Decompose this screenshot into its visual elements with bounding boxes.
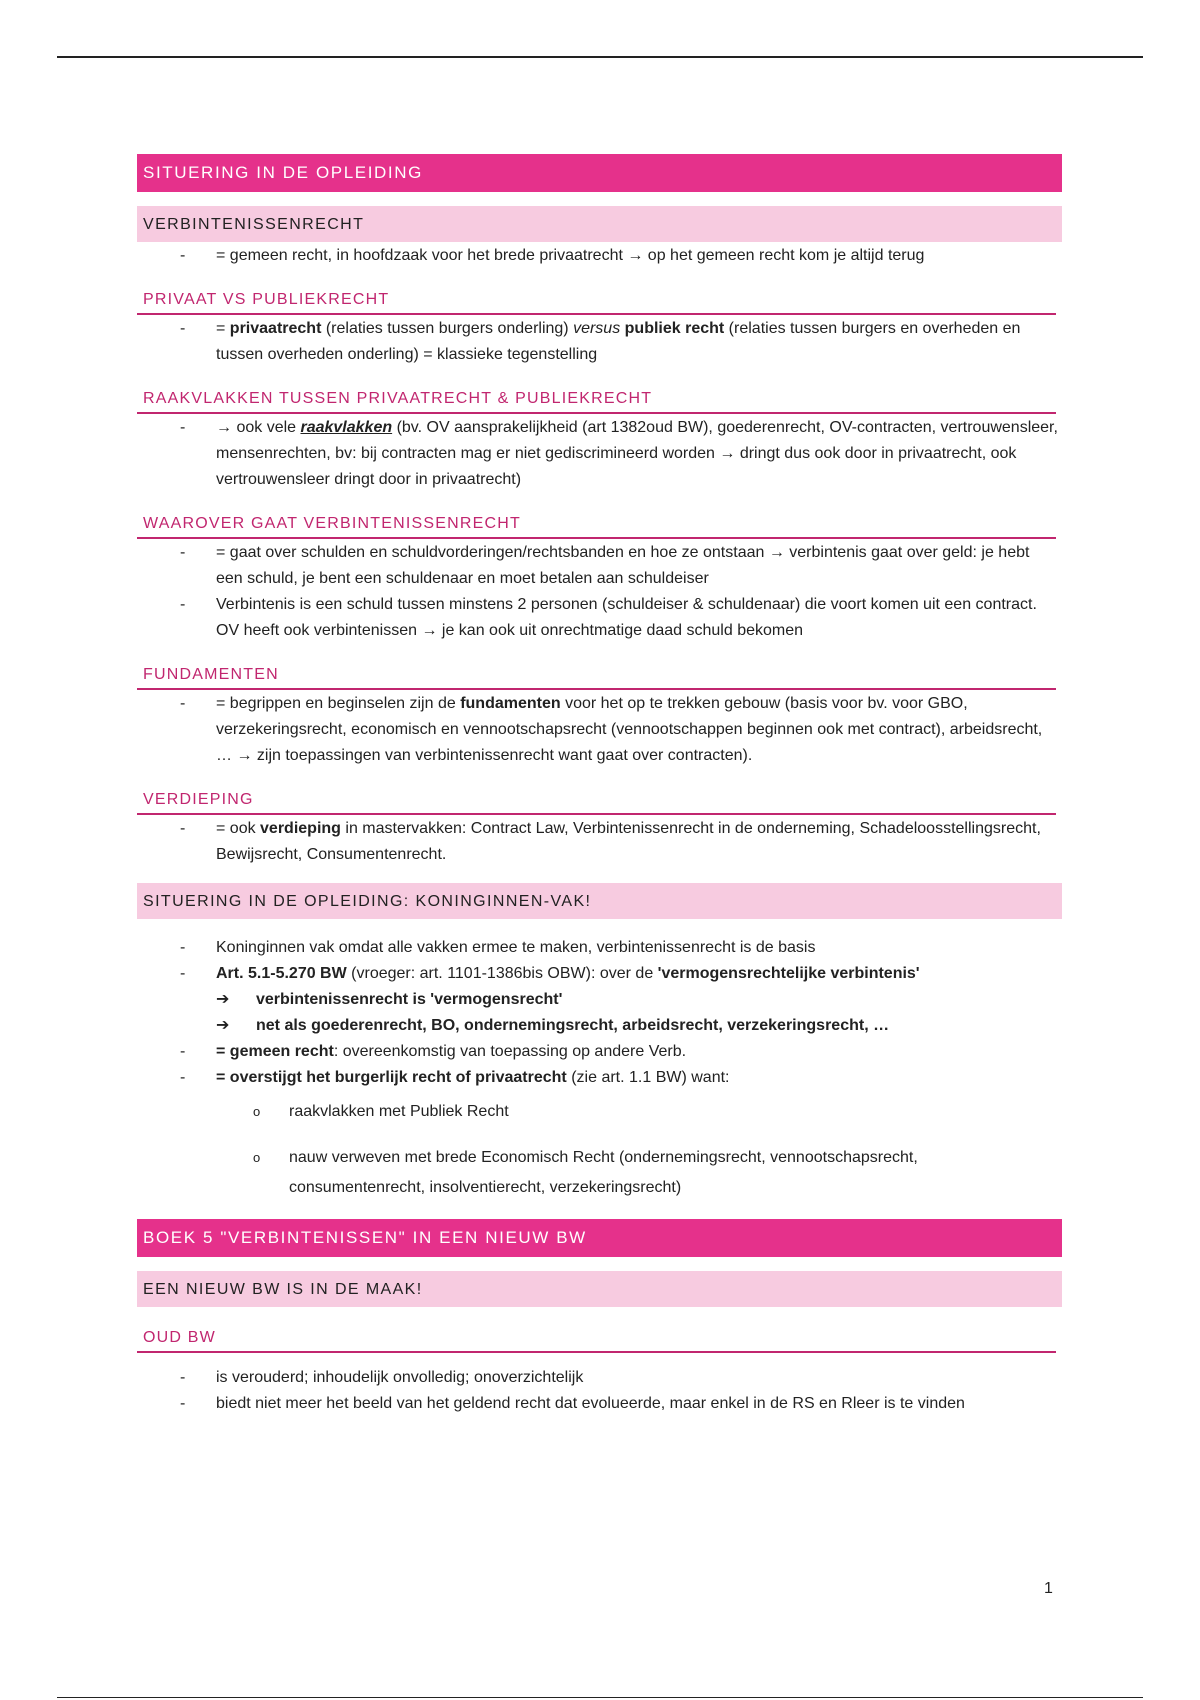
list-item: - = begrippen en beginselen zijn de fundamenten voor het op te trekken gebouw (basis voor bv. voor GBO, verzekeringsrecht, economisch en vennootschapsrecht (vennootschappen beginnen ook met contract), arbeidsrecht, … → zijn toepassingen van verbintenissenrecht want gaat over contracten). — [137, 691, 1062, 769]
heading-verbintenissenrecht: VERBINTENISSENRECHT — [137, 206, 1062, 242]
list-item: - = privaatrecht (relaties tussen burgers onderling) versus publiek recht (relaties tussen burgers en overheden en tussen overheden onderling) = klassieke tegenstelling — [137, 316, 1062, 368]
heading-nieuw-bw: EEN NIEUW BW IS IN DE MAAK! — [137, 1271, 1062, 1307]
arrow-item: ➔ net als goederenrecht, BO, ondernemingsrecht, arbeidsrecht, verzekeringsrecht, … — [137, 1013, 1062, 1039]
list-item: - → ook vele raakvlakken (bv. OV aansprakelijkheid (art 1382oud BW), goederenrecht, OV-contracten, vertrouwensleer, mensenrechten, bv: bij contracten mag er niet gediscrimineerd worden → dringt dus ook door in privaatrecht, ook vertrouwensleer dringt door in privaatrecht) — [137, 415, 1062, 493]
list-item: - Verbintenis is een schuld tussen minstens 2 personen (schuldeiser & schuldenaar) die voort komen uit een contract. OV heeft ook verbintenissen → je kan ook uit onrechtmatige daad schuld bekomen — [137, 592, 1062, 644]
heading-waarover: WAAROVER GAAT VERBINTENISSENRECHT — [137, 513, 1056, 539]
heading-koninginnen-vak: SITUERING IN DE OPLEIDING: KONINGINNEN-VAK! — [137, 883, 1062, 919]
list-item: - Art. 5.1-5.270 BW (vroeger: art. 1101-1386bis OBW): over de 'vermogensrechtelijke verbintenis' — [137, 961, 1062, 987]
list-koninginnen — [137, 935, 1062, 1091]
heading-raakvlakken: RAAKVLAKKEN TUSSEN PRIVAATRECHT & PUBLIEKRECHT — [137, 388, 1056, 414]
list-item: - biedt niet meer het beeld van het geldend recht dat evolueerde, maar enkel in de RS en Rleer is te vinden — [137, 1391, 1062, 1417]
heading-boek5: BOEK 5 "VERBINTENISSEN" IN EEN NIEUW BW — [137, 1219, 1062, 1257]
list-fundamenten — [137, 691, 1062, 769]
list-item: - = ook verdieping in mastervakken: Contract Law, Verbintenissenrecht in de onderneming, Schadeloosstellingsrecht, Bewijsrecht, Consumentenrecht. — [137, 816, 1062, 868]
heading-oud-bw: OUD BW — [137, 1327, 1056, 1353]
list-item: - = gaat over schulden en schuldvorderingen/rechtsbanden en hoe ze ontstaan → verbintenis gaat over geld: je hebt een schuld, je bent een schuldenaar en moet betalen aan schuldeiser — [137, 540, 1062, 592]
sub-list-item: o raakvlakken met Publiek Recht — [137, 1097, 1062, 1127]
header-rule — [57, 56, 1143, 58]
list-verbintenissenrecht — [137, 243, 1062, 269]
list-item: - = overstijgt het burgerlijk recht of privaatrecht (zie art. 1.1 BW) want: — [137, 1065, 1062, 1091]
arrow-item: ➔ verbintenissenrecht is 'vermogensrecht' — [137, 987, 1062, 1013]
list-item: - is verouderd; inhoudelijk onvolledig; onoverzichtelijk — [137, 1365, 1062, 1391]
list-oud-bw — [137, 1365, 1062, 1417]
heading-situering: SITUERING IN DE OPLEIDING — [137, 154, 1062, 192]
heading-fundamenten: FUNDAMENTEN — [137, 664, 1056, 690]
list-privaat — [137, 316, 1062, 368]
list-item: - = gemeen recht: overeenkomstig van toepassing op andere Verb. — [137, 1039, 1062, 1065]
list-raakvlakken — [137, 415, 1062, 493]
footer-rule — [57, 1697, 1143, 1698]
list-item: - = gemeen recht, in hoofdzaak voor het brede privaatrecht → op het gemeen recht kom je altijd terug — [137, 243, 1062, 269]
list-item: - Koninginnen vak omdat alle vakken ermee te maken, verbintenissenrecht is de basis — [137, 935, 1062, 961]
page-content — [137, 154, 1062, 1417]
sublist-koninginnen — [137, 1097, 1062, 1203]
list-waarover — [137, 540, 1062, 644]
page-number: 1 — [1044, 1580, 1053, 1597]
heading-verdieping: VERDIEPING — [137, 789, 1056, 815]
list-verdieping — [137, 816, 1062, 868]
heading-privaat-vs-publiek: PRIVAAT VS PUBLIEKRECHT — [137, 289, 1056, 315]
sub-list-item: o nauw verweven met brede Economisch Recht (ondernemingsrecht, vennootschapsrecht, consumentenrecht, insolventierecht, verzekeringsrecht) — [137, 1143, 1062, 1203]
